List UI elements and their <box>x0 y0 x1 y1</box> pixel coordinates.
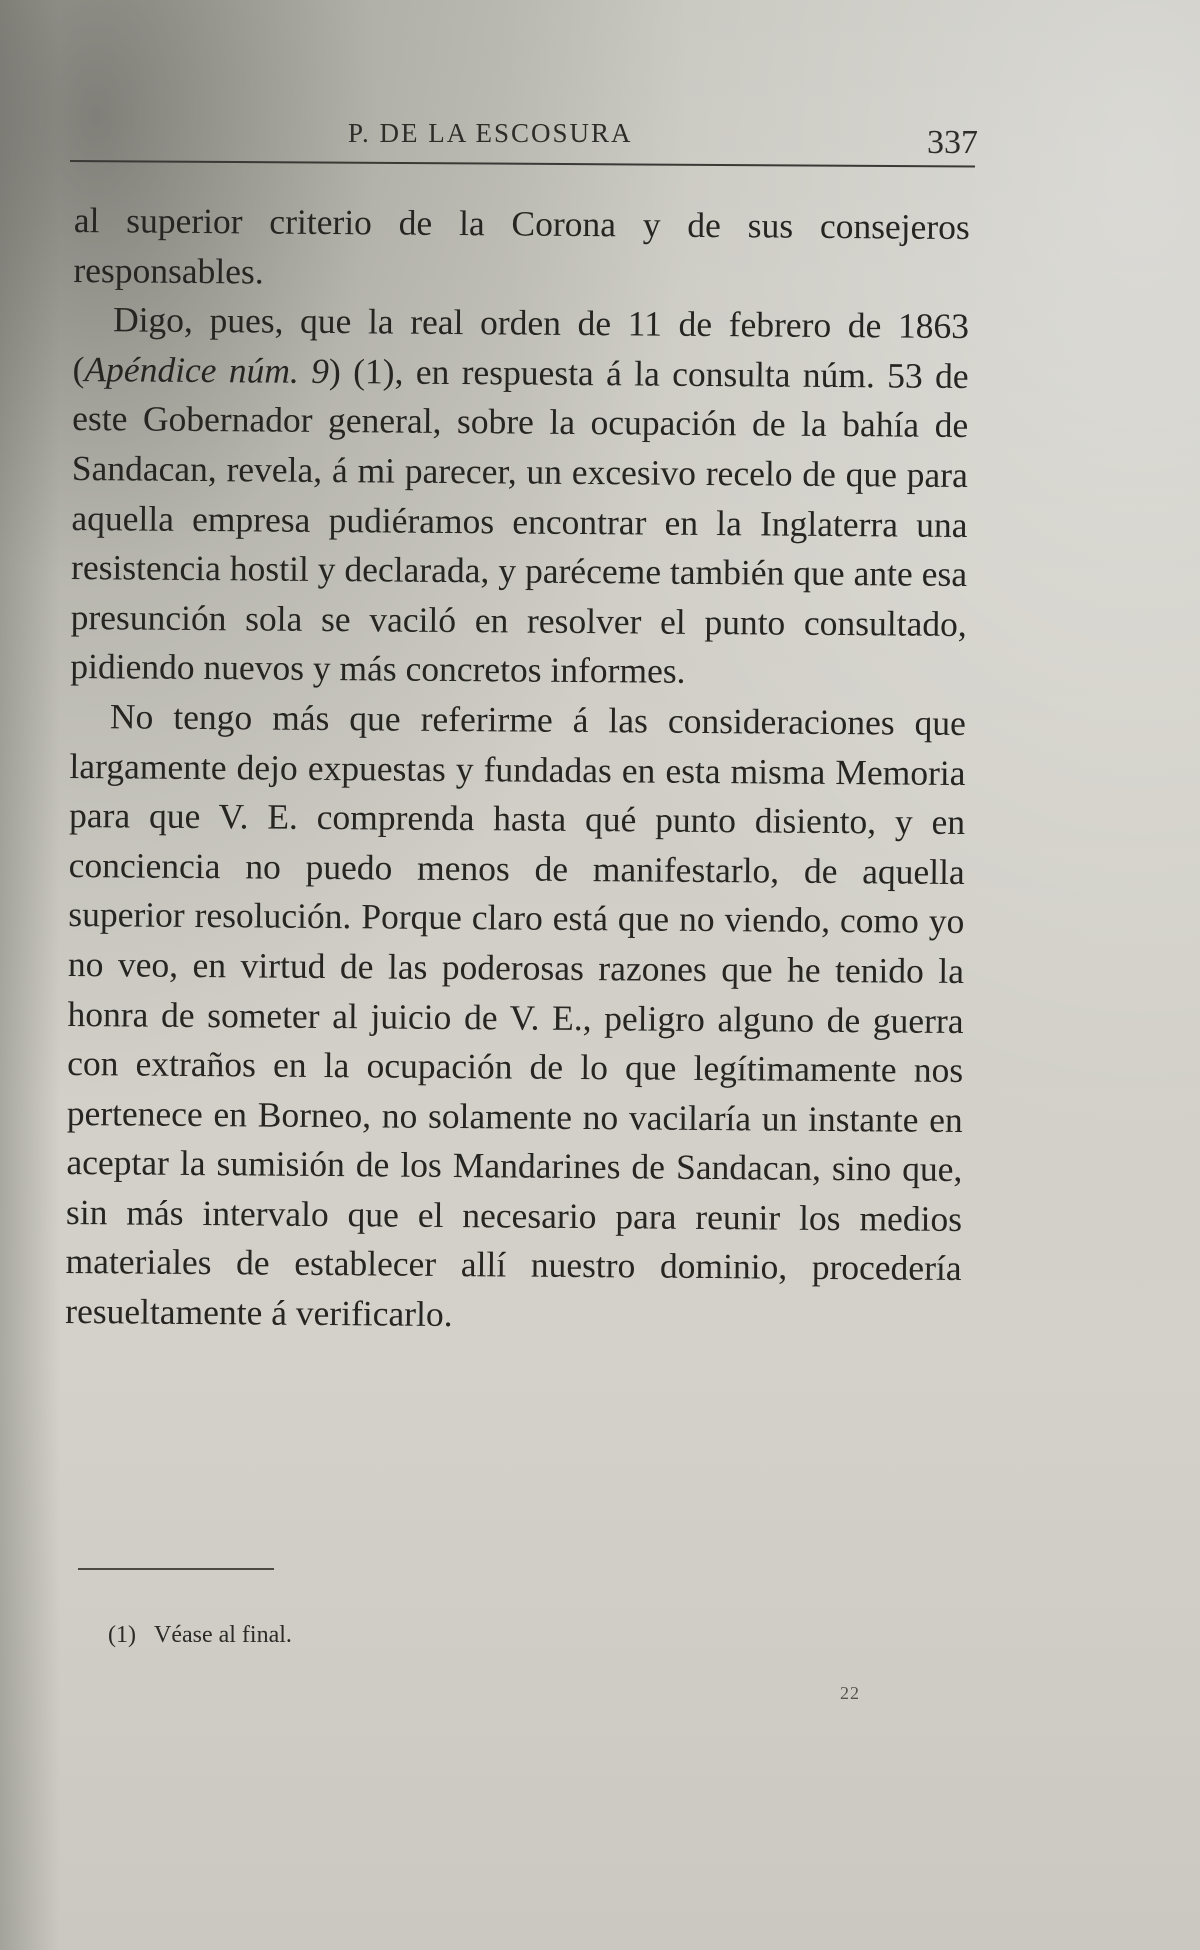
footnote <box>108 1622 292 1649</box>
paragraph-1: al superior criterio de la Corona y de sus consejeros responsables. <box>73 199 970 292</box>
body-text <box>65 196 970 1344</box>
appendix-reference: Apéndice núm. 9 <box>84 348 330 391</box>
page-number: 337 <box>927 124 978 161</box>
paragraph-2-start: Digo, pues, que la real orden de 11 de febrero de 1863 ( <box>72 299 970 389</box>
paragraph-2-rest: ) (1), en respuesta á la consulta núm. 53 de este Gobernador general, sobre la ocupación de la bahía de Sandacan, revela, á mi parecer, un excesivo recelo de que para aquella empresa pudiéramos encontrar en la Inglaterra una resistencia hostil y declarada, y paréceme también que ante esa presunción sola se vaciló en resolver el punto consultado, pidiendo nuevos y más concretos informes. <box>70 350 969 692</box>
footnote-text: Véase al final. <box>153 1622 292 1648</box>
footnote-rule <box>78 1568 274 1570</box>
running-head-author: P. DE LA ESCOSURA <box>348 118 633 148</box>
paragraph-3: No tengo más que referirme á las consideraciones que largamente dejo expuestas y fundadas en esta misma Memoria para que V. E. comprenda hasta qué punto disiento, y en conciencia no puedo menos de manifestarlo, de aquella superior resolución. Porque claro está que no viendo, como yo no veo, en virtud de las poderosas razones que he tenido la honra de someter al juicio de V. E., peligro alguno de guerra con extraños en la ocupación de lo que legítimamente nos pertenece en Borneo, no solamente no vacilaría un instante en aceptar la sumisión de los Mandarines de Sandacan, sino que, sin más intervalo que el necesario para reunir los medios materiales de establecer allí nuestro dominio, procedería resueltamente á verificarlo. <box>65 696 967 1335</box>
header-rule <box>70 160 975 168</box>
printer-signature: 22 <box>840 1683 860 1703</box>
running-head <box>78 112 978 161</box>
footnote-mark: (1) <box>108 1622 136 1648</box>
paragraph-2 <box>70 295 969 699</box>
